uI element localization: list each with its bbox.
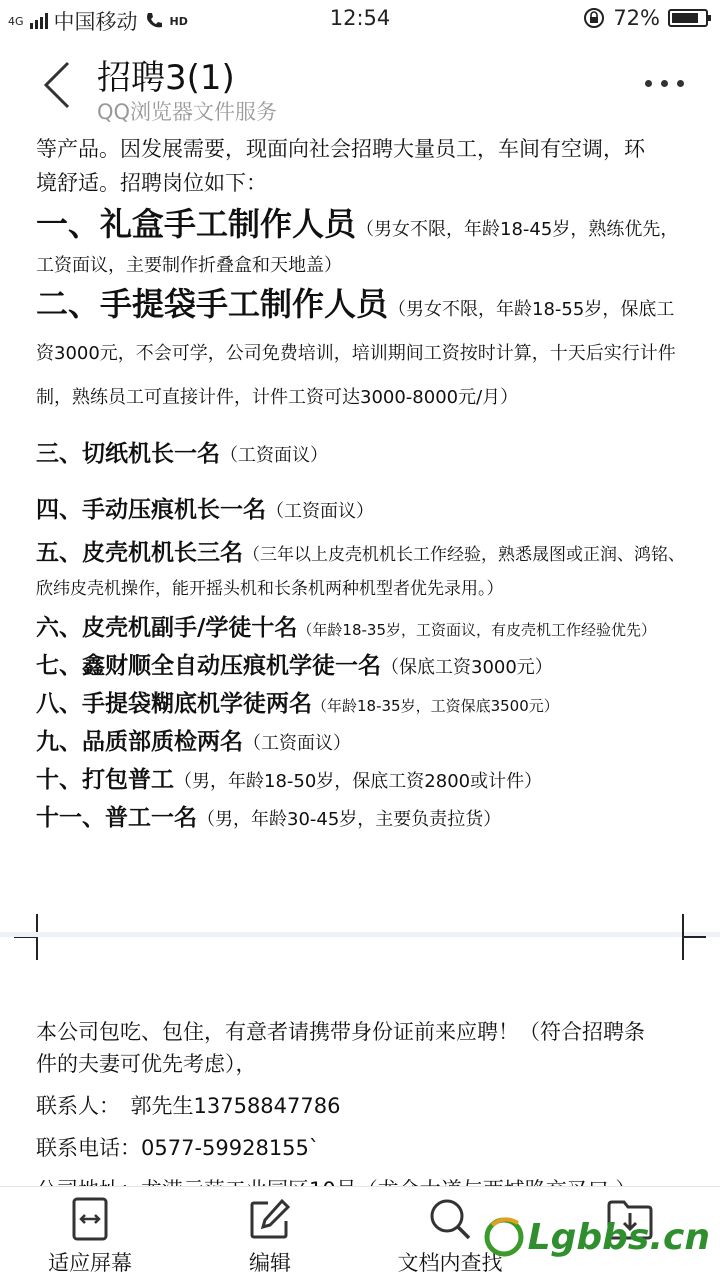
page-gap	[0, 932, 720, 937]
job-title: 八、手提袋糊底机学徒两名	[36, 691, 312, 717]
app-bar	[0, 36, 720, 132]
job-item	[36, 436, 686, 474]
page-break	[0, 910, 720, 960]
job-title: 二、手提袋手工制作人员	[36, 285, 389, 323]
footer-line: 本公司包吃、包住，有意者请携带身份证前来应聘！（符合招聘条	[36, 1020, 645, 1044]
crop-mark	[682, 936, 706, 960]
fit-screen-icon	[72, 1197, 108, 1241]
battery-icon	[668, 9, 708, 27]
job-title: 四、手动压痕机长一名	[36, 497, 266, 523]
more-dots-icon[interactable]	[645, 80, 684, 87]
network-type: 4G	[8, 14, 24, 28]
job-detail: （男，年龄18-50岁，保底工资2800或计件）	[174, 771, 543, 792]
job-detail: （工资面议）	[266, 501, 374, 522]
rotation-lock-icon	[583, 7, 605, 29]
job-item	[36, 610, 686, 648]
intro-line: 境舒适。招聘岗位如下：	[36, 171, 267, 195]
job-title: 一、礼盒手工制作人员	[36, 205, 357, 243]
footer-line: 件的夫妻可优先考虑），	[36, 1052, 257, 1076]
edit-icon	[248, 1197, 292, 1241]
job-detail: （三年以上皮壳机机长工作经验，熟悉晟图或正润、鸿铭、欣纬皮壳机操作，能开摇头机和长条机两种机型者优先录用。）	[36, 545, 685, 599]
watermark-logo-icon	[484, 1215, 524, 1259]
bottom-toolbar	[0, 1186, 720, 1281]
job-detail: （男女不限，年龄18-45岁，熟练优先，工资面议，主要制作折叠盒和天地盖）	[36, 219, 679, 276]
status-bar	[0, 0, 720, 36]
job-title: 七、鑫财顺全自动压痕机学徒一名	[36, 653, 381, 679]
page-title: 招聘3(1)	[97, 58, 235, 98]
intro-line: 等产品。因发展需要，现面向社会招聘大量员工，车间有空调，环	[36, 137, 645, 161]
status-right	[583, 6, 708, 30]
hd-badge: HD	[169, 14, 188, 28]
find-label: 文档内查找	[397, 1251, 503, 1275]
battery-percent: 72%	[613, 6, 660, 30]
job-item	[36, 206, 686, 284]
fit-screen-label: 适应屏幕	[48, 1251, 132, 1275]
job-title: 九、品质部质检两名	[36, 729, 243, 755]
job-title: 十、打包普工	[36, 767, 174, 793]
job-detail: （男女不限，年龄18-55岁，保底工资3000元，不会可学，公司免费培训，培训期间工资按时计算，十天后实行计件制，熟练员工可直接计件，计件工资可达3000-8000元/月）	[36, 299, 676, 408]
site-watermark	[484, 1215, 710, 1259]
crop-mark	[682, 914, 706, 938]
job-item	[36, 536, 686, 606]
job-detail: （工资面议）	[243, 733, 351, 754]
job-item	[36, 724, 686, 762]
job-item	[36, 492, 686, 530]
job-detail: （工资面议）	[220, 445, 328, 466]
job-detail: （年龄18-35岁，工资保底3500元）	[312, 697, 559, 715]
document-footer	[36, 1016, 686, 1206]
contact-phone: 联系电话：0577-59928155`	[36, 1136, 320, 1160]
job-detail: （保底工资3000元）	[381, 657, 553, 678]
search-icon	[428, 1197, 472, 1241]
job-title: 三、切纸机长一名	[36, 441, 220, 467]
contact-person: 联系人： 郭先生13758847786	[36, 1094, 341, 1118]
crop-mark	[14, 936, 38, 960]
page-subtitle: QQ浏览器文件服务	[97, 100, 278, 124]
watermark-text: Lgbbs.cn	[527, 1216, 710, 1258]
job-title: 五、皮壳机机长三名	[36, 540, 243, 566]
carrier-name: 中国移动	[53, 10, 138, 34]
job-item	[36, 762, 686, 800]
document-body	[36, 132, 686, 838]
fit-screen-button[interactable]	[10, 1195, 170, 1277]
job-item	[36, 686, 686, 724]
back-arrow-icon[interactable]	[42, 60, 72, 110]
status-time: 12:54	[329, 6, 391, 30]
job-title: 十一、普工一名	[36, 805, 197, 831]
job-detail: （男，年龄30-45岁，主要负责拉货）	[197, 809, 502, 830]
job-item	[36, 286, 686, 420]
edit-button[interactable]	[190, 1195, 350, 1277]
job-item	[36, 648, 686, 686]
job-detail: （年龄18-35岁，工资面议，有皮壳机工作经验优先）	[297, 621, 656, 639]
job-title: 六、皮壳机副手/学徒十名	[36, 615, 298, 641]
edit-label: 编辑	[249, 1251, 291, 1275]
job-item	[36, 800, 686, 838]
